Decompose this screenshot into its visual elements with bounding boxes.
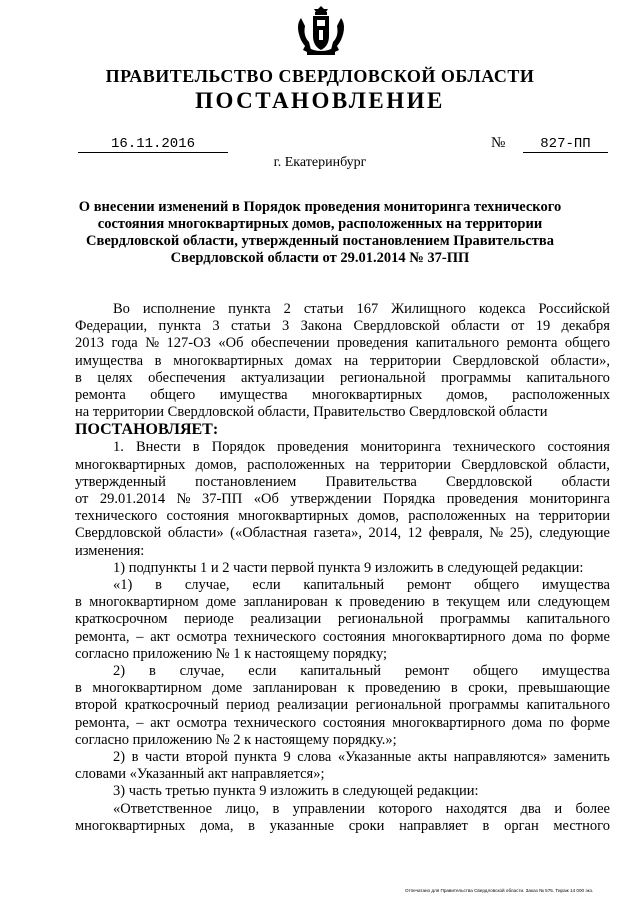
body-line: на территории Свердловской области, Правительство Свердловской области (75, 404, 548, 421)
document-title (72, 199, 568, 267)
title-line: Свердловской области, утвержденный постановлением Правительства (86, 233, 554, 249)
title-line: состояния многоквартирных домов, расположенных на территории (97, 216, 543, 232)
body-line: Во исполнение пункта 2 статьи 167 Жилищного кодекса Российской (113, 301, 610, 317)
city-name: г. Екатеринбург (273, 155, 367, 170)
body-line: изменения: (75, 542, 145, 559)
organization-name: ПРАВИТЕЛЬСТВО СВЕРДЛОВСКОЙ ОБЛАСТИ (105, 66, 535, 86)
body-line: 2) в части второй пункта 9 слова «Указанные акты направляются» заменить (113, 749, 610, 766)
title-line: Свердловской области от 29.01.2014 № 37-ПП (170, 250, 470, 266)
body-line: ремонта, – акт осмотра технического состояния многоквартирного дома по форме (75, 714, 610, 731)
body-line: утвержденный постановлением Правительства Свердловской области (75, 473, 610, 490)
body-line: технического состояния многоквартирных домов, расположенных на территории (75, 508, 610, 525)
document-body (75, 301, 610, 835)
body-line: второй краткосрочный период реализации региональной программы капитального (75, 697, 610, 714)
body-line: от 29.01.2014 № 37-ПП «Об утверждении Порядка проведения мониторинга (75, 491, 610, 508)
body-line: 1) подпункты 1 и 2 части первой пункта 9 изложить в следующей редакции: (113, 559, 584, 576)
body-line: ремонта, – акт осмотра технического состояния многоквартирного дома по форме (75, 628, 610, 645)
title-line: О внесении изменений в Порядок проведения мониторинга технического (78, 199, 562, 215)
body-line: Федерации, пункта 3 статьи 3 Закона Свердловской области от 19 декабря (75, 318, 610, 335)
body-line: в целях обеспечения актуализации региональной программы капитального (75, 369, 610, 386)
body-line: многоквартирных дома, в указанные сроки направляет в орган местного (75, 817, 610, 834)
number-label: № (491, 135, 506, 151)
body-line: согласно приложению № 1 к настоящему порядку; (75, 645, 388, 662)
body-line: в многоквартирном доме запланирован к проведению в сроки, превышающие (75, 680, 610, 697)
body-line: 3) часть третью пункта 9 изложить в следующей редакции: (113, 783, 479, 800)
resolution-heading: ПОСТАНОВЛЯЕТ: (75, 421, 219, 439)
body-line: краткосрочном периоде реализации региональной программы капитального (75, 611, 610, 628)
body-line: Свердловской области» («Областная газета», 2014, 12 февраля, № 25), следующие (75, 525, 610, 542)
body-line: 2013 года № 127-ОЗ «Об обеспечении проведения капитального ремонта общего (75, 335, 610, 352)
body-line: словами «Указанный акт направляется»; (75, 766, 325, 783)
document-number: 827-ПП (523, 136, 608, 153)
body-line: «1) в случае, если капитальный ремонт общего имущества (113, 577, 610, 594)
print-note: Отпечатано для Правительства Свердловской области. Заказ № 575. Тираж 14 000 экз. (405, 888, 594, 893)
body-line: 1. Внести в Порядок проведения мониторинга технического состояния (113, 439, 610, 456)
body-line: 2) в случае, если капитальный ремонт общего имущества (113, 663, 610, 680)
document-date: 16.11.2016 (78, 136, 228, 153)
document-type: ПОСТАНОВЛЕНИЕ (195, 88, 445, 113)
body-line: ремонта общего имущества многоквартирных домов, расположенных (75, 387, 610, 404)
body-line: имущества в многоквартирных домах на территории Свердловской области», (75, 352, 610, 369)
body-line: «Ответственное лицо, в управлении которого находятся два и более (113, 800, 610, 817)
coat-of-arms-emblem (293, 4, 349, 58)
body-line: многоквартирных домов, расположенных на территории Свердловской области, (75, 456, 610, 473)
body-line: согласно приложению № 2 к настоящему порядку.»; (75, 731, 397, 748)
body-line: в многоквартирном доме запланирован к проведению в текущем или следующем (75, 594, 610, 611)
